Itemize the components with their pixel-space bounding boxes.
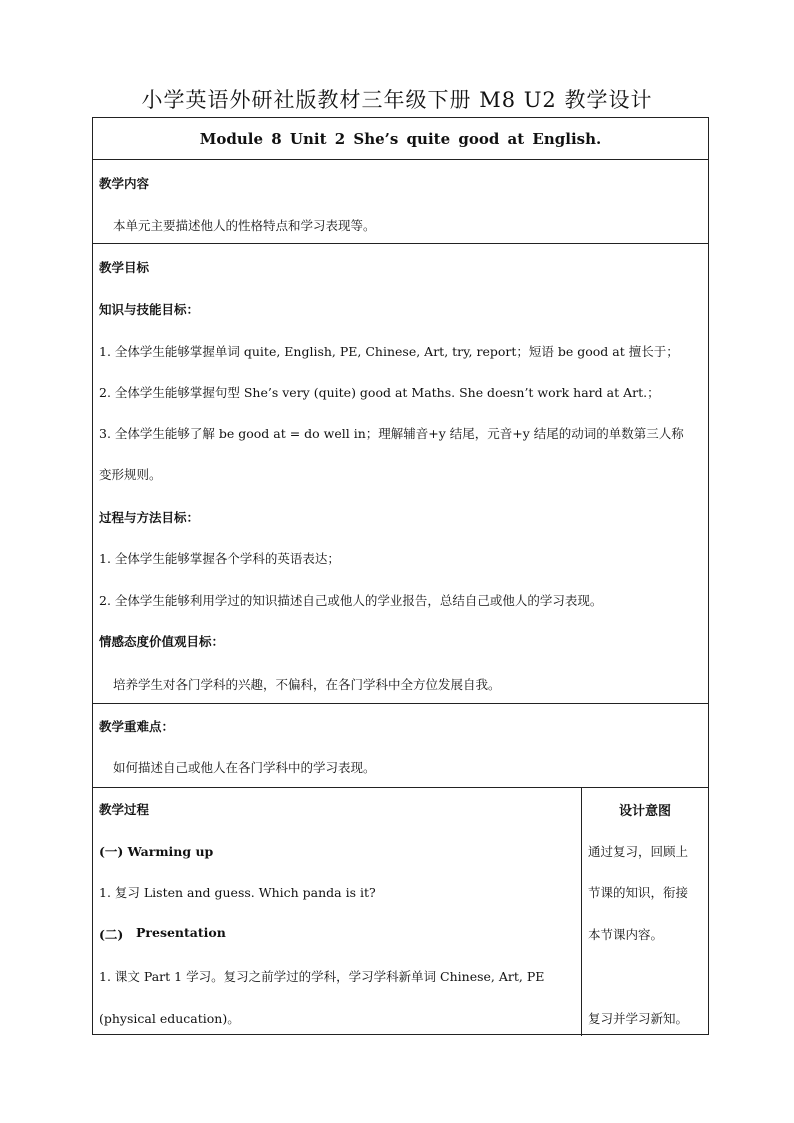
warming-item: 1. 复习 Listen and guess. Which panda is it?: [99, 885, 376, 900]
row-divider: [93, 159, 708, 160]
process-method-heading: 过程与方法目标：: [99, 510, 200, 525]
knowledge-item: 2. 全体学生能够掌握句型 She’s very (quite) good at Maths. She doesn’t work hard at Art.；: [99, 385, 660, 400]
row-divider: [93, 703, 708, 704]
design-note: 通过复习，回顾上: [588, 844, 689, 859]
design-note: 复习并学习新知。: [588, 1011, 689, 1026]
emotion-text: 培养学生对各门学科的兴趣，不偏科，在各门学科中全方位发展自我。: [113, 677, 501, 692]
document-title: 小学英语外研社版教材三年级下册 M8 U2 教学设计: [141, 88, 653, 112]
presentation-heading: Presentation: [136, 925, 226, 940]
presentation-label: (二): [99, 927, 124, 942]
process-method-item: 2. 全体学生能够利用学过的知识描述自己或他人的学业报告，总结自己或他人的学习表现。: [99, 593, 603, 608]
knowledge-heading: 知识与技能目标：: [99, 302, 200, 317]
column-divider: [581, 787, 582, 1036]
lesson-plan-table: [92, 117, 709, 1035]
content-heading: 教学内容: [99, 176, 150, 191]
key-points-heading: 教学重难点：: [99, 719, 175, 734]
presentation-item: 1. 课文 Part 1 学习。复习之前学过的学科，学习学科新单词 Chinese, Art, PE: [99, 969, 545, 984]
warming-heading: (一) Warming up: [99, 844, 214, 859]
row-divider: [93, 243, 708, 244]
key-points-text: 如何描述自己或他人在各门学科中的学习表现。: [113, 760, 376, 775]
module-title: Module 8 Unit 2 She’s quite good at English.: [199, 130, 602, 148]
process-method-item: 1. 全体学生能够掌握各个学科的英语表达；: [99, 551, 340, 566]
process-heading: 教学过程: [99, 802, 150, 817]
row-divider: [93, 787, 708, 788]
design-note: 节课的知识，衔接: [588, 885, 689, 900]
content-text: 本单元主要描述他人的性格特点和学习表现等。: [113, 218, 376, 233]
design-heading: 设计意图: [618, 804, 671, 819]
knowledge-item: 3. 全体学生能够了解 be good at = do well in；理解辅音+y 结尾，元音+y 结尾的动词的单数第三人称: [99, 426, 684, 441]
design-note: 本节课内容。: [588, 927, 664, 942]
knowledge-item: 1. 全体学生能够掌握单词 quite, English, PE, Chinese, Art, try, report；短语 be good at 擅长于；: [99, 344, 679, 359]
objectives-heading: 教学目标: [99, 260, 150, 275]
presentation-item: (physical education)。: [99, 1011, 240, 1026]
emotion-heading: 情感态度价值观目标：: [99, 634, 225, 649]
knowledge-item: 变形规则。: [99, 467, 162, 482]
